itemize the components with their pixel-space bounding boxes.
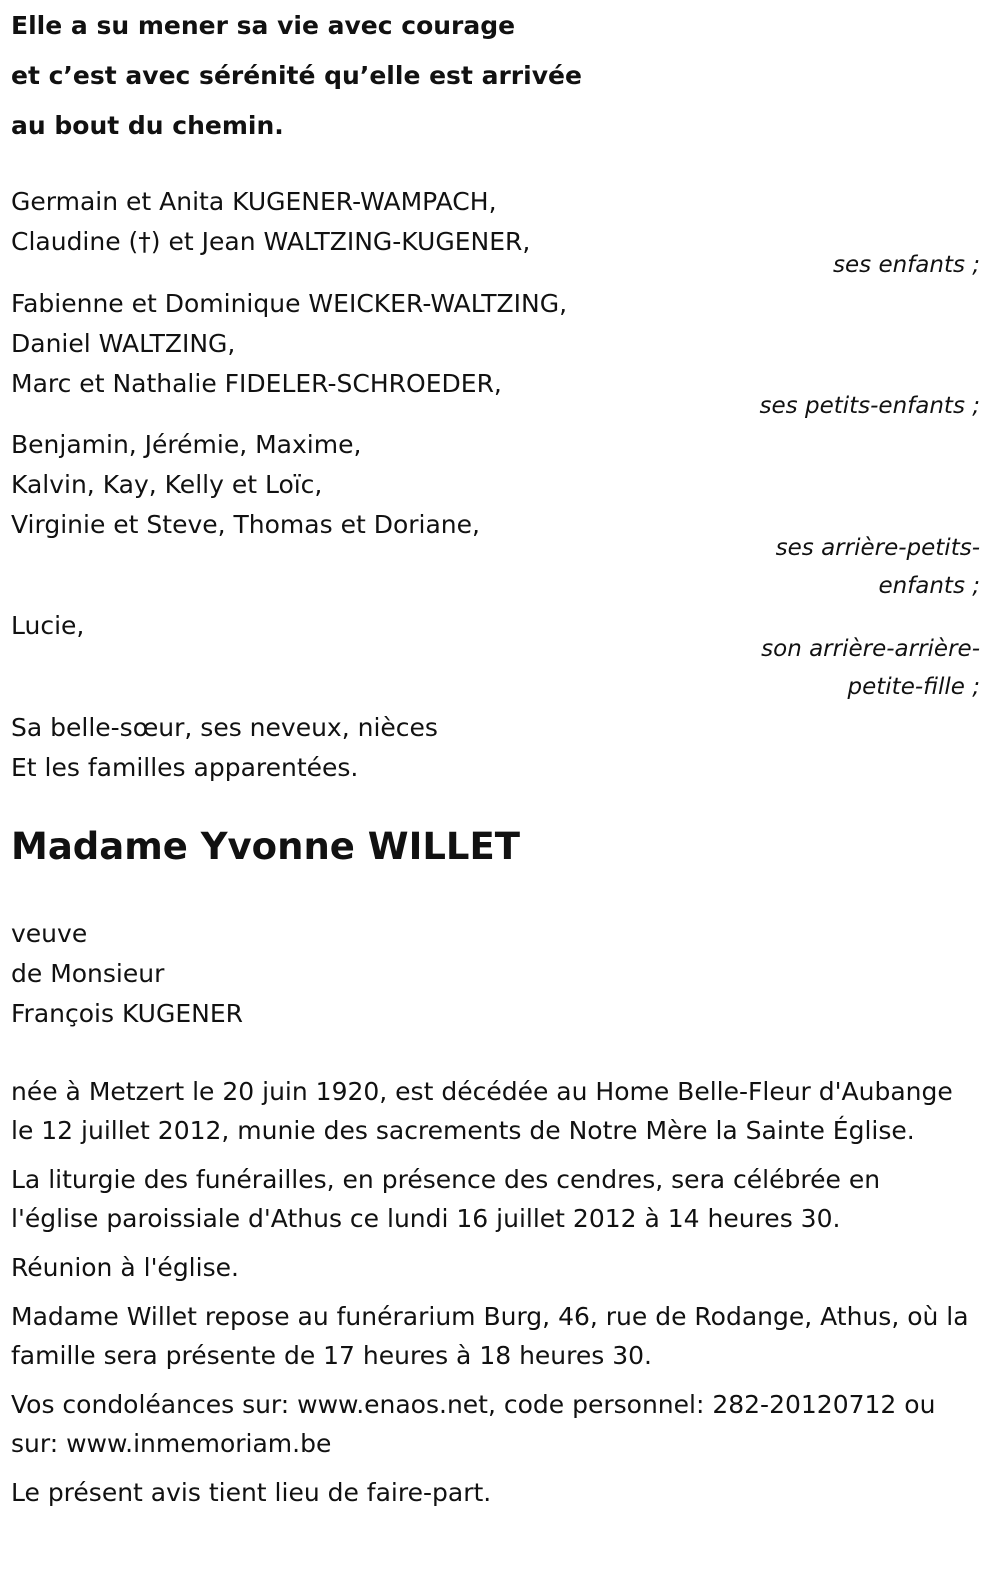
family-name-line: Marc et Nathalie FIDELER-SCHROEDER, (11, 369, 502, 398)
funeral-paragraph: La liturgie des funérailles, en présence des cendres, sera célébrée en l'église paroissiale d'Athus ce lundi 16 juillet 2012 à 14 heures 30. (11, 1165, 881, 1233)
widow-line: de Monsieur (11, 959, 165, 988)
repose-paragraph: Madame Willet repose au funérarium Burg, 46, rue de Rodange, Athus, où la famille sera présente de 17 heures à 18 heures 30. (11, 1302, 969, 1370)
family-name-line: Benjamin, Jérémie, Maxime, (11, 430, 362, 459)
relation-label: petite-fille ; (847, 674, 980, 700)
epitaph-line: et c’est avec sérénité qu’elle est arrivée (11, 61, 582, 90)
great-great-granddaughter-relation (11, 630, 980, 706)
widow-of (11, 914, 980, 1034)
other-family (11, 708, 980, 788)
family-name-line: Virginie et Steve, Thomas et Doriane, (11, 510, 480, 539)
epitaph (11, 0, 980, 151)
grandchildren-names (11, 284, 980, 404)
meeting-paragraph: Réunion à l'église. (11, 1253, 239, 1282)
relation-label: ses enfants ; (833, 252, 980, 278)
widow-line: François KUGENER (11, 999, 244, 1028)
family-name-line: Sa belle-sœur, ses neveux, nièces (11, 713, 438, 742)
family-name-line: Fabienne et Dominique WEICKER-WALTZING, (11, 289, 568, 318)
epitaph-line: au bout du chemin. (11, 111, 284, 140)
family-name-line: Lucie, (11, 611, 85, 640)
notice-body (11, 1072, 970, 1512)
epitaph-line: Elle a su mener sa vie avec courage (11, 11, 516, 40)
relation-label: ses arrière-petits- (775, 535, 980, 561)
closing-paragraph: Le présent avis tient lieu de faire-part. (11, 1478, 492, 1507)
children-relation (11, 246, 980, 284)
great-grandchildren-relation (11, 529, 980, 605)
condolences-paragraph: Vos condoléances sur: www.enaos.net, code personnel: 282-20120712 ou sur: www.inmemoriam.be (11, 1390, 936, 1458)
relation-label: ses petits-enfants ; (759, 393, 980, 419)
widow-line: veuve (11, 919, 88, 948)
relation-label: enfants ; (878, 573, 980, 599)
relation-label: son arrière-arrière- (761, 636, 980, 662)
great-grandchildren-names (11, 425, 980, 545)
family-name-line: Germain et Anita KUGENER-WAMPACH, (11, 187, 497, 216)
birth-death-paragraph: née à Metzert le 20 juin 1920, est décédée au Home Belle-Fleur d'Aubange le 12 juillet 2012, munie des sacrements de Notre Mère la Sainte Église. (11, 1077, 953, 1145)
family-name-line: Daniel WALTZING, (11, 329, 236, 358)
deceased-name: Madame Yvonne WILLET (11, 825, 521, 868)
family-name-line: Et les familles apparentées. (11, 753, 359, 782)
family-name-line: Kalvin, Kay, Kelly et Loïc, (11, 470, 323, 499)
family-name-line: Claudine (†) et Jean WALTZING-KUGENER, (11, 227, 531, 256)
grandchildren-relation (11, 387, 980, 425)
deceased-block (11, 825, 980, 869)
